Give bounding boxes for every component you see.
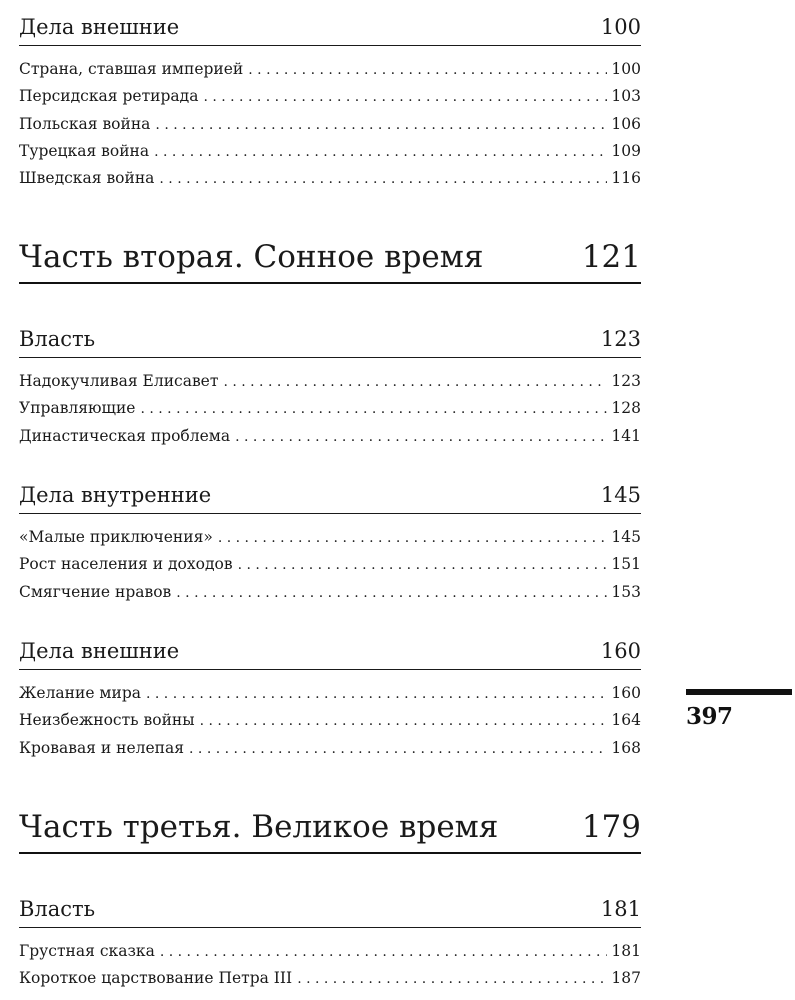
toc-entry — [19, 138, 641, 165]
toc-entry — [19, 938, 641, 965]
toc-entry — [19, 965, 641, 992]
entry-page: 128 — [611, 399, 641, 418]
entry-page: 141 — [611, 426, 641, 445]
entry-title: Турецкая война — [19, 141, 150, 160]
toc-part — [19, 806, 641, 854]
entry-title: Грустная сказка — [19, 942, 155, 960]
entry-title: Смягчение нравов — [19, 582, 172, 601]
entry-page: 109 — [611, 141, 641, 160]
part-page: 121 — [581, 239, 641, 275]
section-page: 145 — [600, 483, 641, 507]
section-heading — [19, 324, 641, 358]
entry-page: 168 — [611, 738, 641, 757]
dot-leader — [160, 939, 608, 966]
toc-section — [19, 894, 641, 993]
section-heading — [19, 894, 641, 928]
toc-entry — [19, 368, 641, 395]
entry-page: 145 — [611, 528, 641, 546]
dot-leader — [154, 139, 607, 166]
entry-title: Короткое царствование Петра III — [19, 969, 293, 988]
toc-entry — [19, 111, 641, 138]
toc-entry — [19, 579, 641, 606]
section-page: 123 — [600, 327, 641, 351]
dot-leader — [235, 424, 607, 451]
dot-leader — [200, 708, 608, 735]
dot-leader — [155, 112, 607, 139]
entry-page: 106 — [611, 114, 641, 133]
entry-page: 100 — [611, 60, 641, 78]
entry-title: «Малые приключения» — [19, 528, 213, 546]
dot-leader — [189, 736, 607, 763]
dot-leader — [223, 369, 607, 396]
page-number: 397 — [686, 703, 733, 730]
dot-leader — [238, 552, 608, 579]
folio-rule — [686, 689, 792, 695]
section-page: 160 — [600, 639, 641, 663]
section-heading — [19, 636, 641, 670]
entry-page: 103 — [611, 87, 641, 106]
entry-title: Управляющие — [19, 399, 136, 418]
dot-leader — [248, 57, 607, 84]
entry-page: 153 — [611, 582, 641, 601]
entry-title: Кровавая и нелепая — [19, 738, 185, 757]
toc-entry — [19, 707, 641, 734]
section-page: 100 — [600, 15, 641, 39]
part-title: Часть третья. Великое время — [19, 809, 499, 845]
toc-entry — [19, 423, 641, 450]
entry-page: 164 — [611, 711, 641, 730]
toc-entry — [19, 735, 641, 762]
toc-section — [19, 12, 641, 192]
toc-part — [19, 236, 641, 284]
dot-leader — [159, 166, 607, 193]
entry-title: Рост населения и доходов — [19, 555, 233, 574]
entry-title: Польская война — [19, 114, 151, 133]
toc-entry — [19, 680, 641, 707]
toc-section — [19, 324, 641, 450]
entry-page: 151 — [611, 555, 641, 574]
toc-entry — [19, 56, 641, 83]
entry-page: 160 — [611, 684, 641, 702]
dot-leader — [203, 84, 607, 111]
section-heading — [19, 480, 641, 514]
part-heading — [19, 806, 641, 854]
part-page: 179 — [581, 809, 641, 845]
section-title: Дела внешние — [19, 15, 180, 39]
section-title: Дела внутренние — [19, 483, 212, 507]
section-page: 181 — [600, 897, 641, 921]
entry-title: Надокучливая Елисавет — [19, 372, 219, 390]
section-title: Дела внешние — [19, 639, 180, 663]
dot-leader — [146, 681, 607, 708]
dot-leader — [297, 966, 607, 993]
toc-entry — [19, 551, 641, 578]
entry-title: Персидская ретирада — [19, 87, 199, 106]
toc-section — [19, 480, 641, 606]
entry-title: Страна, ставшая империей — [19, 60, 244, 78]
section-heading — [19, 12, 641, 46]
entry-title: Шведская война — [19, 169, 155, 188]
toc-entry — [19, 83, 641, 110]
section-title: Власть — [19, 327, 96, 351]
dot-leader — [176, 580, 607, 607]
entry-page: 181 — [611, 942, 641, 960]
entry-page: 187 — [611, 969, 641, 988]
section-title: Власть — [19, 897, 96, 921]
toc-entry — [19, 165, 641, 192]
toc-section — [19, 636, 641, 762]
dot-leader — [218, 525, 608, 552]
entry-title: Династическая проблема — [19, 426, 231, 445]
entry-title: Неизбежность войны — [19, 711, 195, 730]
entry-page: 116 — [611, 169, 641, 188]
dot-leader — [140, 396, 607, 423]
entry-page: 123 — [611, 372, 641, 390]
part-title: Часть вторая. Сонное время — [19, 239, 484, 275]
entry-title: Желание мира — [19, 684, 141, 702]
toc-entry — [19, 395, 641, 422]
part-heading — [19, 236, 641, 284]
toc-entry — [19, 524, 641, 551]
